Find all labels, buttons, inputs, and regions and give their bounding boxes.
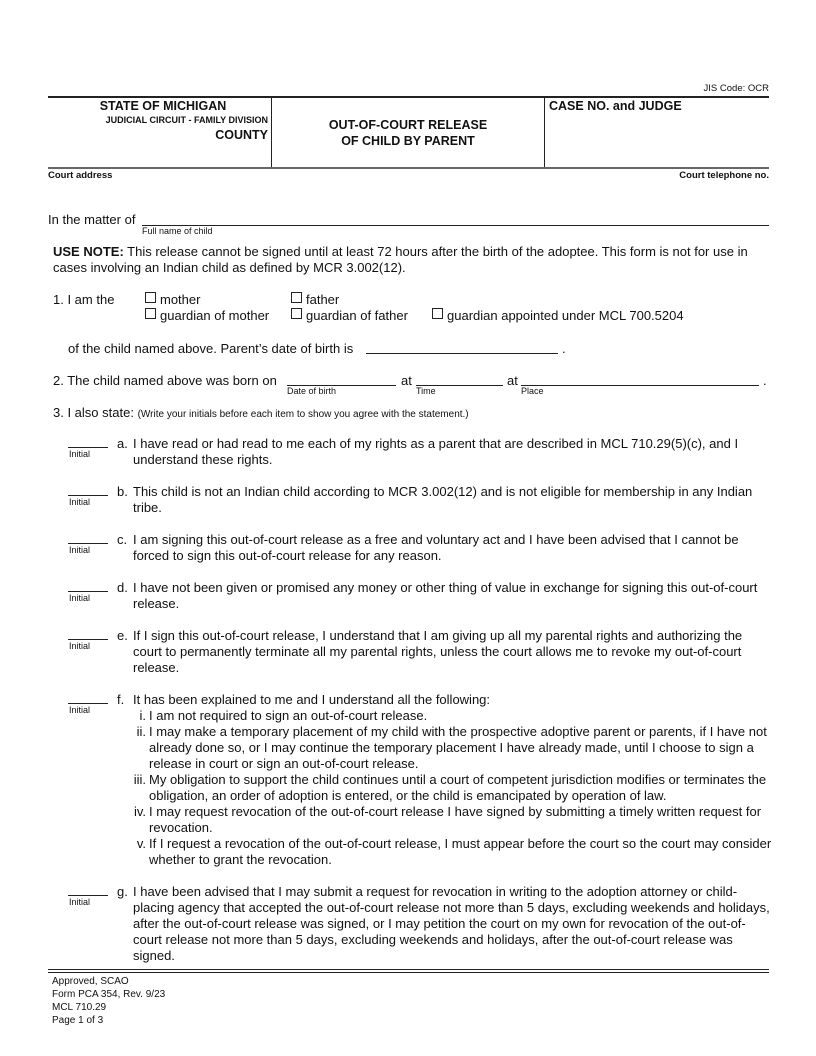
initial-caption: Initial [69, 545, 91, 555]
initial-caption: Initial [69, 593, 91, 603]
footer-form-number: Form PCA 354, Rev. 9/23 [52, 989, 166, 1000]
county-label: COUNTY [215, 128, 268, 142]
initial-field[interactable] [68, 639, 108, 640]
appointed-guardian-option: guardian appointed under MCL 700.5204 [447, 308, 684, 323]
court-address-label: Court address [48, 170, 113, 181]
initial-caption: Initial [69, 897, 91, 907]
initial-caption: Initial [69, 497, 91, 507]
child-name-field[interactable] [142, 225, 769, 226]
initial-caption: Initial [69, 641, 91, 651]
item2-label: 2. The child named above was born on [53, 373, 277, 388]
initial-field[interactable] [68, 591, 108, 592]
subitem-number: ii. [136, 724, 146, 739]
court-phone-label: Court telephone no. [679, 170, 769, 181]
period: . [562, 341, 566, 356]
statement-letter: g. [117, 884, 128, 899]
place-caption: Place [521, 386, 544, 396]
matter-label: In the matter of [48, 212, 136, 227]
initial-field[interactable] [68, 495, 108, 496]
statement-letter: a. [117, 436, 128, 451]
item3-hint: (Write your initials before each item to show you agree with the statement.) [137, 409, 469, 420]
form-title-line2: OF CHILD BY PARENT [341, 134, 475, 148]
footer-rule [48, 969, 769, 970]
statement-letter: b. [117, 484, 128, 499]
statement-letter: d. [117, 580, 128, 595]
subitem-text: I may request revocation of the out-of-court release I have signed by submitting a timely written request for revocation. [149, 804, 762, 835]
form-title-line1: OUT-OF-COURT RELEASE [328, 118, 488, 132]
statement-letter: c. [117, 532, 128, 547]
initial-field[interactable] [68, 543, 108, 544]
father-option: father [306, 292, 340, 307]
parent-dob-field[interactable] [366, 353, 558, 354]
child-name-caption: Full name of child [142, 226, 213, 236]
guardian-of-father-option: guardian of father [306, 308, 408, 323]
use-note [53, 244, 771, 276]
divider [544, 97, 545, 168]
statement-letter: f. [117, 692, 125, 707]
statement-text: I have not been given or promised any money or other thing of value in exchange for signing this out-of-court release. [133, 580, 758, 611]
use-note-text: This release cannot be signed until at least 72 hours after the birth of the adoptee. This form is not for use in cases involving an Indian child as defined by MCR 3.002(12). [53, 244, 748, 275]
period: . [763, 373, 767, 388]
initial-caption: Initial [69, 705, 91, 715]
guardian-of-mother-checkbox[interactable] [145, 308, 156, 319]
statement-letter: e. [117, 628, 128, 643]
date-caption: Date of birth [287, 386, 337, 396]
father-checkbox[interactable] [291, 292, 302, 303]
subitem-text: If I request a revocation of the out-of-court release, I must appear before the court so the court may consider whether to grant the revocation. [149, 836, 772, 867]
top-rule [48, 96, 769, 98]
header-bottom-rule [48, 167, 769, 169]
initial-field[interactable] [68, 895, 108, 896]
subitem-number: i. [139, 708, 146, 723]
at-label: at [507, 373, 518, 388]
subitem-number: iii. [133, 772, 146, 787]
statement-text: I have been advised that I may submit a request for revocation in writing to the adoption attorney or child-placing agency that accepted the out-of-court release not more than 5 days, excluding weekends and holidays, after the out-of-court release was signed, or I may petition the court on my own for revocation of the out-of-court release not more than 5 days, excluding weekends and holidays, after the out-of-court release was signed. [133, 884, 770, 963]
subitem-text: My obligation to support the child continues until a court of competent jurisdiction modifies or terminates the obligation, an order of adoption is entered, or the child is emancipated by operation of law. [149, 772, 767, 803]
item3-text: 3. I also state: [53, 405, 134, 420]
footer-mcl: MCL 710.29 [52, 1002, 107, 1013]
subitem-number: iv. [133, 804, 146, 819]
statement-text: I am signing this out-of-court release as a free and voluntary act and I have been advised that I cannot be forced to sign this out-of-court release for any reason. [133, 532, 739, 563]
statement-text: If I sign this out-of-court release, I understand that I am giving up all my parental rights and authorizing the court to permanently terminate all my parental rights, unless the court allows me to revoke my out-of-court release. [133, 628, 743, 675]
mother-checkbox[interactable] [145, 292, 156, 303]
statement-text: It has been explained to me and I understand all the following: [133, 692, 491, 707]
statement-text: I have read or had read to me each of my rights as a parent that are described in MCL 710.29(5)(c), and I understand these rights. [133, 436, 739, 467]
appointed-guardian-checkbox[interactable] [432, 308, 443, 319]
use-note-label: USE NOTE: [53, 244, 124, 259]
footer-rule [48, 972, 769, 973]
initial-field[interactable] [68, 447, 108, 448]
guardian-of-mother-option: guardian of mother [160, 308, 270, 323]
at-label: at [401, 373, 412, 388]
subitem-number: v. [136, 836, 146, 851]
subitem-text: I am not required to sign an out-of-court release. [149, 708, 428, 723]
time-caption: Time [416, 386, 436, 396]
mother-option: mother [160, 292, 201, 307]
item3-label [53, 405, 469, 420]
statement-text: This child is not an Indian child according to MCR 3.002(12) and is not eligible for membership in any Indian tribe. [133, 484, 753, 515]
guardian-of-father-checkbox[interactable] [291, 308, 302, 319]
footer-info [52, 975, 165, 1027]
footer-page: Page 1 of 3 [52, 1015, 104, 1026]
initial-field[interactable] [68, 703, 108, 704]
subitem-text: I may make a temporary placement of my child with the prospective adoptive parent or parents, if I have not already done so, or I may continue the temporary placement I have already made, until I choose to sign a release in court or sign an out-of-court release. [149, 724, 767, 771]
parent-dob-label: of the child named above. Parent’s date of birth is [68, 341, 354, 356]
item1-label: 1. I am the [53, 292, 115, 307]
state-name: STATE OF MICHIGAN [99, 99, 227, 113]
circuit-label: JUDICIAL CIRCUIT - FAMILY DIVISION [105, 115, 268, 125]
footer-approved: Approved, SCAO [52, 976, 129, 987]
jis-code: JIS Code: OCR [703, 83, 769, 94]
case-no-label: CASE NO. and JUDGE [549, 99, 682, 113]
birth-place-field[interactable] [521, 385, 759, 386]
initial-caption: Initial [69, 449, 91, 459]
